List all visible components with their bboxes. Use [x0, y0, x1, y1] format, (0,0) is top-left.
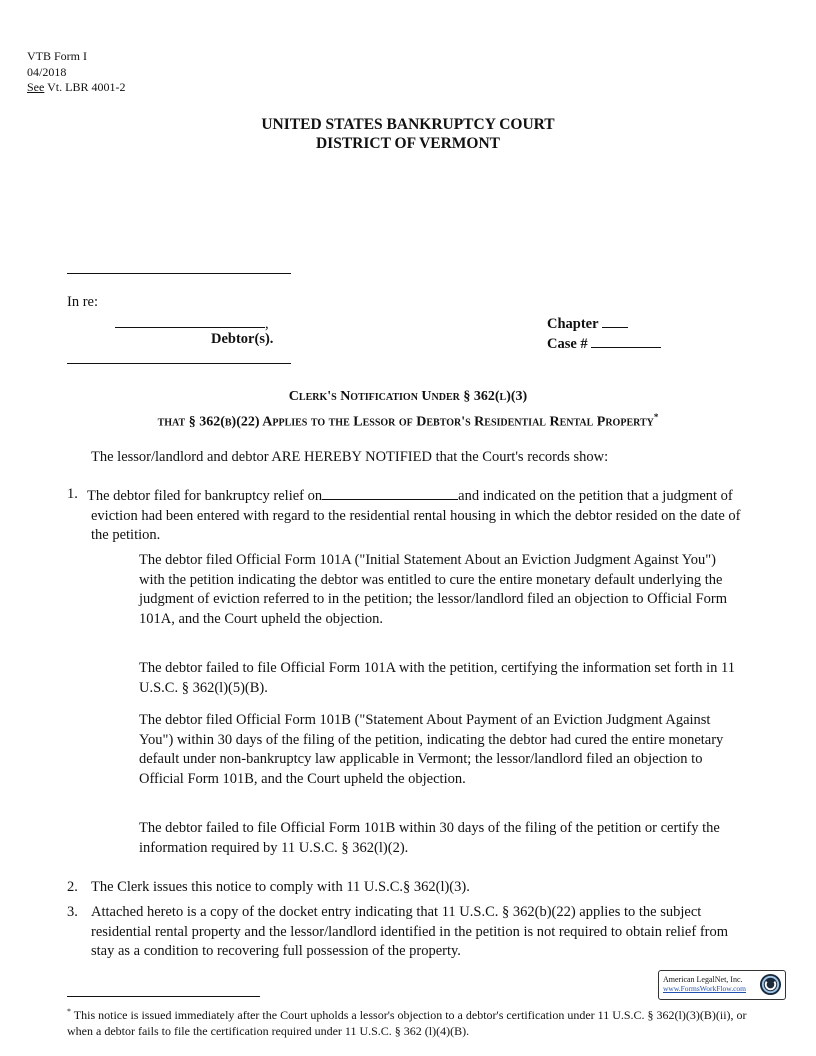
footnote-rule [67, 996, 260, 997]
court-district: DISTRICT OF VERMONT [315, 135, 501, 152]
option-form-101b-objection: The debtor filed Official Form 101B ("Statement About Payment of an Eviction Judgment Against You") within 30 days of the filing of the petition, indicating the debtor had cured the entire monetary default under non-bankruptcy law applicable in Vermont; the lessor/landlord filed an objection to Official Form 101B, and the Court upheld the objection. [139, 712, 724, 787]
publisher-logo[interactable] [658, 970, 786, 1000]
rule-ref: Vt. LBR 4001-2 [44, 80, 126, 94]
see-word: See [27, 80, 45, 94]
option-no-form-101b: The debtor failed to file Official Form 101B within 30 days of the filing of the petition or certify the information required by 11 U.S.C. § 362(l)(2). [139, 820, 720, 856]
debtor-comma: , [265, 316, 269, 332]
debtor-name-blank[interactable] [115, 313, 265, 328]
local-rule-ref [27, 80, 125, 96]
item-3-text: Attached hereto is a copy of the docket entry indicating that 11 U.S.C. § 362(b)(22) applies to the subject residential rental property and the lessor/landlord identified in the petition is not required to obtain relief from stay as a condition to recovering full possession of the property. [91, 904, 729, 959]
chapter-case-block [547, 313, 661, 353]
option-form-101a-objection: The debtor filed Official Form 101A ("Initial Statement About an Eviction Judgment Against You") with the petition indicating the debtor was entitled to cure the entire monetary default underlying the judgment of eviction referred to in the petition; the lessor/landlord filed an objection to Official Form 101A, and the Court upheld the objection. [139, 552, 728, 627]
debtor-label: Debtor(s). [211, 331, 274, 347]
notice-title [0, 387, 816, 433]
title-line2-wrap [0, 407, 816, 433]
option-no-form-101a: The debtor failed to file Official Form 101A with the petition, certifying the information set forth in 11 U.S.C. § 362(l)(5)(B). [139, 660, 735, 696]
item-2-text: The Clerk issues this notice to comply with 11 U.S.C.§ 362(l)(3). [91, 879, 470, 895]
footnote-mark: * [67, 1007, 71, 1016]
caption-top-rule [67, 273, 291, 274]
title-line2: that § 362(b)(22) Applies to the Lessor of Debtor's Residential Rental Property [157, 414, 654, 430]
item-3-number: 3. [67, 904, 78, 920]
title-footnote-mark: * [653, 412, 659, 422]
in-re-label: In re: [67, 294, 98, 310]
case-number-blank[interactable] [591, 333, 661, 348]
item-3 [67, 903, 747, 962]
court-name: UNITED STATES BANKRUPTCY COURT [261, 116, 555, 133]
intro-paragraph: The lessor/landlord and debtor ARE HEREBY NOTIFIED that the Court's records show: [91, 449, 609, 465]
item-1-number: 1. [67, 486, 78, 502]
logo-url[interactable]: www.FormsWorkFlow.com [663, 984, 747, 993]
case-line [547, 333, 661, 353]
form-id: VTB Form I [27, 49, 87, 63]
item-2 [67, 878, 747, 898]
item-1-text-a: The debtor filed for bankruptcy relief on [87, 488, 323, 504]
title-line1: Clerk's Notification Under § 362(l)(3) [288, 389, 528, 404]
logo-company-name: American LegalNet, Inc. [663, 975, 743, 984]
item-1-text [67, 485, 747, 546]
form-meta [27, 49, 125, 96]
globe-icon [759, 973, 782, 996]
filing-date-blank[interactable] [322, 485, 458, 500]
chapter-line [547, 313, 661, 333]
case-label: Case # [547, 336, 588, 352]
debtor-name-field[interactable] [115, 313, 269, 333]
item-2-number: 2. [67, 879, 78, 895]
form-date: 04/2018 [27, 64, 67, 79]
footnote-text: This notice is issued immediately after the Court upholds a lessor's objection to a debtor's certification under 11 U.S.C. § 362(l)(3)(B)(ii), or when a debtor fails to file the certification required under 11 U.S.C. § 362 (l)(4)(B). [67, 1008, 747, 1038]
caption-bottom-rule [67, 363, 291, 364]
chapter-label: Chapter [547, 316, 599, 332]
court-heading [0, 115, 816, 153]
item-1-text-b: and indicated on the petition that a judgment of eviction had been entered with regard to the residential rental housing in which the debtor resided on the date of the petition. [91, 488, 741, 543]
item-1 [67, 485, 747, 546]
footnote [67, 1004, 747, 1039]
chapter-blank[interactable] [602, 313, 628, 328]
